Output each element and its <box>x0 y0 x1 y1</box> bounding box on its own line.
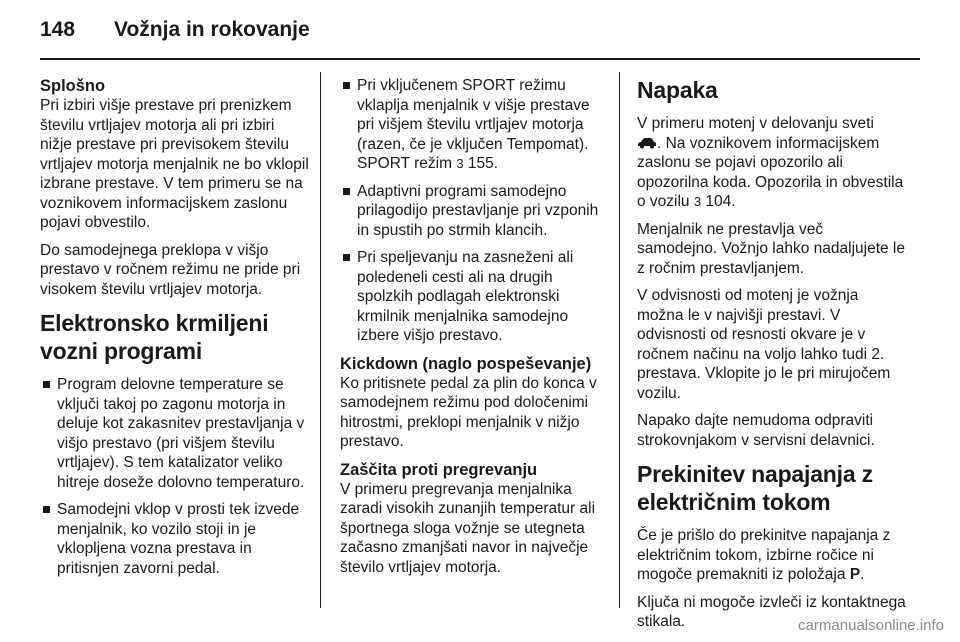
list-item <box>40 500 310 578</box>
watermark: carmanualsonline.info <box>798 617 944 634</box>
list-item <box>340 248 608 346</box>
paragraph-text: . <box>860 566 865 583</box>
heading-splosno: Splošno <box>40 77 106 95</box>
list-item-text: Program delovne temperature se vključi takoj po zagonu motorja in deluje kot zakasnitev prestavljanja v višjo prestavo (pri višjem številu vrtljajev). S tem katalizator veliko hitreje doseže dolovno temperaturo. <box>57 376 305 491</box>
page-reference[interactable]: 155. <box>467 155 499 172</box>
paragraph: Ključa ni mogoče izvleči iz kontaktnega stikala. <box>637 593 906 630</box>
paragraph <box>637 114 907 212</box>
heading-napaka: Napaka <box>637 77 718 103</box>
page-number: 148 <box>40 18 76 41</box>
list-item-text: Pri speljevanju na zasneženi ali poledeneli cesti ali na drugih spolzkih podlagah elektronski krmilnik menjalnika samodejno izbere višjo prestavo. <box>357 249 574 344</box>
bullet-square-icon <box>43 381 50 388</box>
list-item <box>40 375 310 492</box>
paragraph: Pri izbiri višje prestave pri prenizkem številu vrtljajev motorja ali pri izbiri nižje prestave pri previsokem številu vrtljajev motorja menjalnik ne bo vklopil izbrane prestave. V tem primeru se na voznikovem informacijskem zaslonu pojavi obvestilo. <box>40 97 309 231</box>
heading-vozni-programi: Elektronsko krmiljeni vozni programi <box>40 310 269 364</box>
heading-kickdown: Kickdown (naglo pospeševanje) <box>340 354 592 373</box>
column-right <box>637 76 907 640</box>
list-item <box>340 76 608 174</box>
bullet-square-icon <box>43 506 50 513</box>
heading-zascita: Zaščita proti pregrevanju <box>340 460 538 479</box>
page-title: Vožnja in rokovanje <box>114 18 310 41</box>
page-reference-arrow-icon: 3 <box>693 194 702 209</box>
column-divider <box>320 72 321 608</box>
paragraph: Ko pritisnete pedal za plin do konca v samodejnem režimu pod določenimi hitrostmi, preklopi menjalnik v nižjo prestavo. <box>340 374 597 450</box>
paragraph <box>637 526 907 585</box>
page-reference[interactable]: 104. <box>705 193 736 210</box>
column-middle <box>340 76 608 585</box>
page-reference-arrow-icon: 3 <box>456 156 464 171</box>
column-left <box>40 76 310 586</box>
paragraph: Napako dajte nemudoma odpraviti strokovnjakom v servisni delavnici. <box>637 412 875 449</box>
list-item-text: Samodejni vklop v prosti tek izvede menjalnik, ko vozilo stoji in je vklopljena vozna prestava in pritisnjen zavorni pedal. <box>57 501 300 577</box>
list-item-text: Pri vključenem SPORT režimu vklaplja menjalnik v višje prestave pri višjem številu vrtljajev motorja (razen, če je vključen Tempomat). SPORT režim <box>357 77 590 172</box>
paragraph: Do samodejnega preklopa v višjo prestavo v ročnem režimu ne pride pri visokem številu vrtljajev motorja. <box>40 241 301 298</box>
paragraph-text: V primeru motenj v delovanju sveti <box>637 115 874 132</box>
bullet-square-icon <box>343 82 350 89</box>
list-item-text: Adaptivni programi samodejno prilagodijo prestavljanje pri vzponih in spustih po strmih klancih. <box>357 182 599 239</box>
paragraph-text: Če je prišlo do prekinitve napajanja z električnim tokom, izbirne ročice ni mogoče premakniti iz položaja <box>637 527 891 583</box>
bullet-square-icon <box>343 254 350 261</box>
car-fault-icon <box>637 137 657 149</box>
page-header <box>40 18 920 48</box>
header-divider <box>40 58 920 60</box>
bullet-square-icon <box>343 188 350 195</box>
gear-position-label: P <box>849 566 861 583</box>
column-divider <box>619 72 620 608</box>
paragraph: Menjalnik ne prestavlja več samodejno. Vožnjo lahko nadaljujete le z ročnim prestavljanjem. <box>637 220 905 277</box>
paragraph-text: . Na voznikovem informacijskem zaslonu se pojavi opozorilo ali opozorilna koda. Opozorila in obvestila o vozilu <box>637 134 904 210</box>
paragraph: V odvisnosti od motenj je vožnja možna le v najvišji prestavi. V odvisnosti od resnosti okvare je v ročnem načinu na voljo lahko tudi 2. prestava. Vklopite jo le pri mirujočem vozilu. <box>637 287 891 402</box>
paragraph: V primeru pregrevanja menjalnika zaradi visokih zunanjih temperatur ali športnega sloga vožnje se utegneta začasno zmanjšati navor in največje število vrtljajev motorja. <box>340 480 596 576</box>
list-item <box>340 182 608 241</box>
heading-prekinitev-napajanja: Prekinitev napajanja z električnim tokom <box>637 461 873 515</box>
